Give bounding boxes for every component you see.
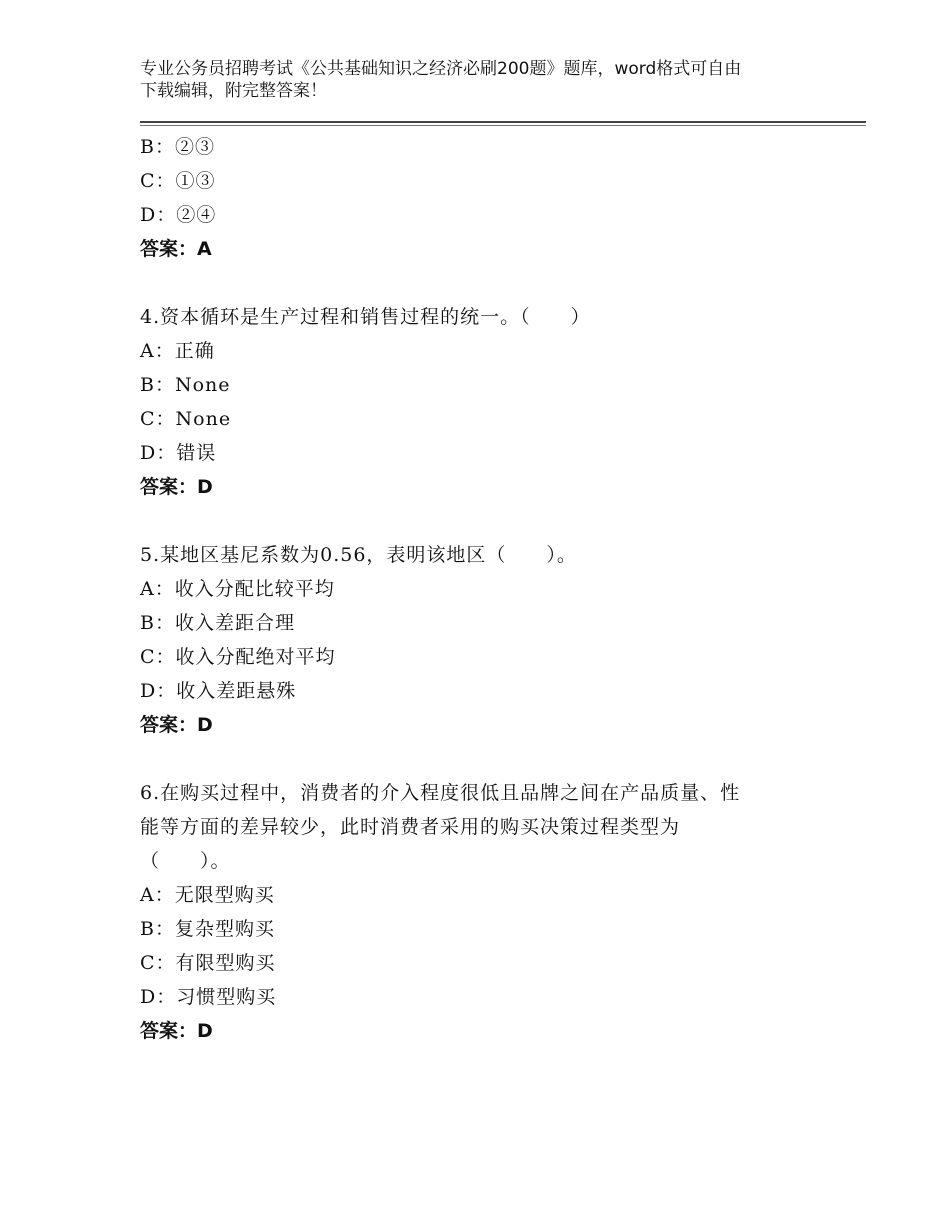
question-stem-line: 能等方面的差异较少，此时消费者采用的购买决策过程类型为 <box>140 816 681 838</box>
question-stem-line: 5.某地区基尼系数为0.56，表明该地区（ ）。 <box>140 544 577 566</box>
answer-line: 答案：D <box>140 714 213 736</box>
question-6 <box>140 776 830 1048</box>
question-4 <box>140 300 830 504</box>
option-c: C：①③ <box>140 170 216 192</box>
question-spacer <box>140 504 830 538</box>
option-a: A：无限型购买 <box>140 884 275 906</box>
option-a: A：正确 <box>140 340 215 362</box>
option-d: D：习惯型购买 <box>140 986 277 1008</box>
option-d: D：收入差距悬殊 <box>140 680 297 702</box>
option-d: D：②④ <box>140 204 217 226</box>
option-d: D：错误 <box>140 442 217 464</box>
question-stem <box>140 776 830 878</box>
question-spacer <box>140 266 830 300</box>
header-line-1: 专业公务员招聘考试《公共基础知识之经济必刷200题》题库，word格式可自由 <box>140 59 742 79</box>
option-a: A：收入分配比较平均 <box>140 578 335 600</box>
question-stem <box>140 300 830 334</box>
question-spacer <box>140 742 830 776</box>
answer-line: 答案：A <box>140 238 212 260</box>
question-stem-line: 4.资本循环是生产过程和销售过程的统一。（ ） <box>140 306 591 328</box>
answer-line: 答案：D <box>140 1020 213 1042</box>
question-stem-line: 6.在购买过程中，消费者的介入程度很低且品牌之间在产品质量、性 <box>140 782 741 804</box>
option-c: C：有限型购买 <box>140 952 276 974</box>
option-c: C：收入分配绝对平均 <box>140 646 336 668</box>
question-stem-line: （ ）。 <box>140 850 231 872</box>
header-rule-thick <box>140 121 866 123</box>
document-header <box>140 58 810 102</box>
header-line-2: 下载编辑，附完整答案！ <box>140 81 327 101</box>
question-content <box>140 130 830 1048</box>
option-b: B：收入差距合理 <box>140 612 295 634</box>
header-rule-thin <box>140 125 866 126</box>
option-b: B：None <box>140 374 231 396</box>
question-3-continuation <box>140 130 830 266</box>
option-b: B：②③ <box>140 136 215 158</box>
question-5 <box>140 538 830 742</box>
option-c: C：None <box>140 408 232 430</box>
question-stem <box>140 538 830 572</box>
answer-line: 答案：D <box>140 476 213 498</box>
option-b: B：复杂型购买 <box>140 918 275 940</box>
